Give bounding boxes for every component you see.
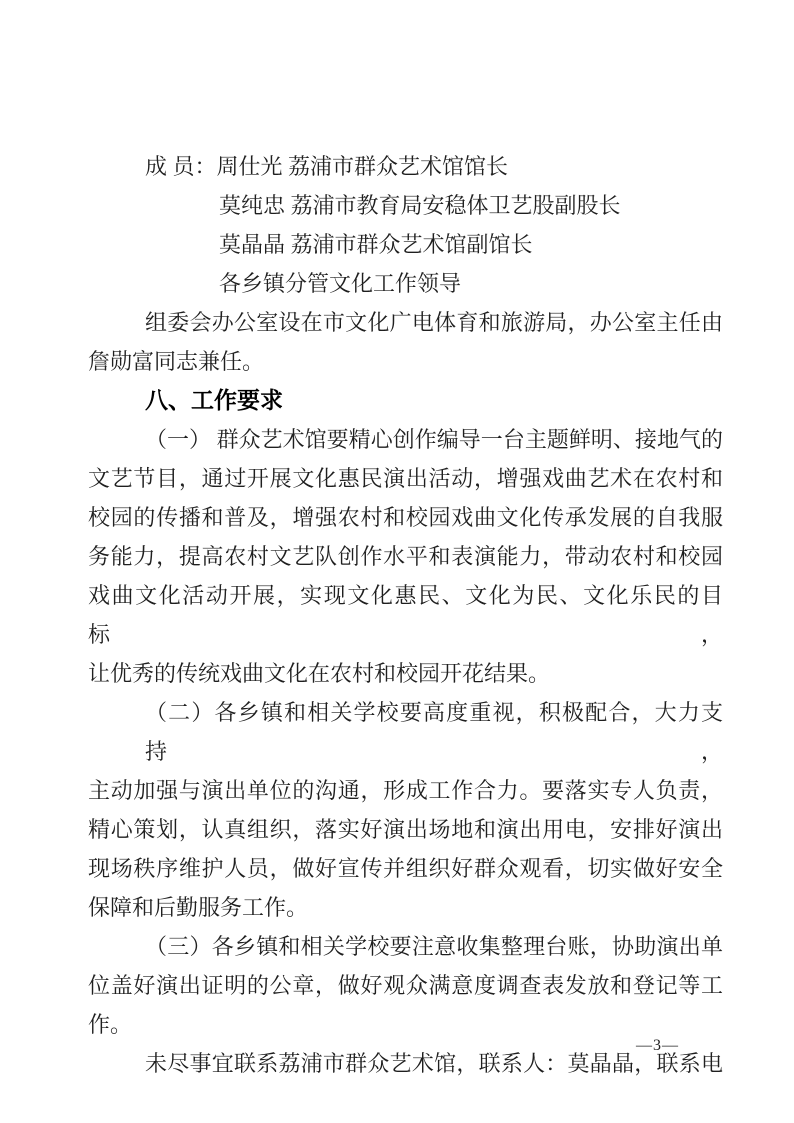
paragraph-line: 作。 — [88, 1012, 133, 1037]
paragraph-line: 现场秩序维护人员，做好宣传并组织好群众观看，切实做好安全 — [88, 856, 723, 881]
member-line: 莫晶晶 荔浦市群众艺术馆副馆长 — [219, 232, 533, 257]
paragraph-line: 主动加强与演出单位的沟通，形成工作合力。要落实专人负责， — [88, 778, 723, 803]
paragraph-line: 位盖好演出证明的公章，做好观众满意度调查表发放和登记等工 — [88, 973, 723, 998]
paragraph-line: 未尽事宜联系荔浦市群众艺术馆，联系人：莫晶晶，联系电 — [145, 1051, 723, 1076]
paragraph-line: （二）各乡镇和相关学校要高度重视，积极配合，大力支持， — [145, 700, 723, 764]
paragraph-line: 保障和后勤服务工作。 — [88, 895, 309, 920]
document-body — [88, 147, 723, 1083]
paragraph-line: 戏曲文化活动开展，实现文化惠民、文化为民、文化乐民的目标， — [88, 583, 723, 647]
paragraph-line: （一） 群众艺术馆要精心创作编导一台主题鲜明、接地气的 — [145, 427, 723, 452]
member-line: 莫纯忠 荔浦市教育局安稳体卫艺股副股长 — [219, 193, 621, 218]
paragraph-line: 精心策划，认真组织，落实好演出场地和演出用电，安排好演出 — [88, 817, 723, 842]
member-line: 各乡镇分管文化工作领导 — [219, 271, 462, 296]
page-number: —3— — [636, 1037, 679, 1054]
paragraph-line: （三）各乡镇和相关学校要注意收集整理台账，协助演出单 — [145, 934, 723, 959]
paragraph-line: 文艺节目，通过开展文化惠民演出活动，增强戏曲艺术在农村和 — [88, 466, 723, 491]
paragraph-line: 务能力，提高农村文艺队创作水平和表演能力，带动农村和校园 — [88, 544, 723, 569]
section-heading: 八、工作要求 — [145, 387, 283, 413]
paragraph-line: 让优秀的传统戏曲文化在农村和校园开花结果。 — [88, 661, 551, 686]
paragraph-line: 校园的传播和普及，增强农村和校园戏曲文化传承发展的自我服 — [88, 505, 723, 530]
paragraph-line: 詹勋富同志兼任。 — [88, 349, 265, 374]
paragraph-line: 组委会办公室设在市文化广电体育和旅游局，办公室主任由 — [145, 310, 723, 335]
member-line-leader: 成 员：周仕光 荔浦市群众艺术馆馆长 — [145, 154, 509, 179]
